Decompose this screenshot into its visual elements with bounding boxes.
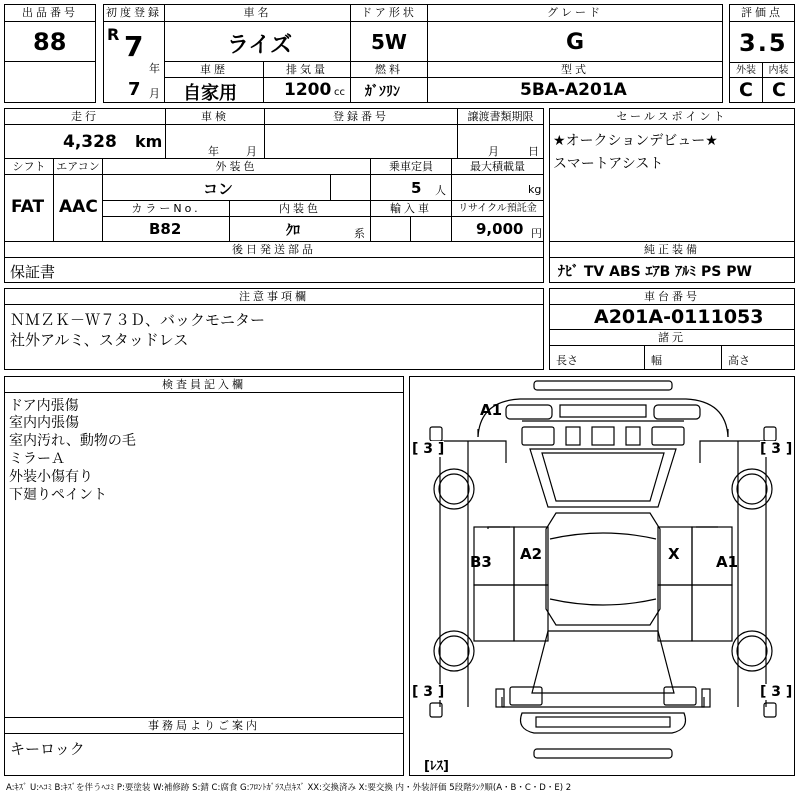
car-diagram-frame xyxy=(409,376,795,776)
damage-a2: A2 xyxy=(520,545,543,563)
displacement-unit: cc xyxy=(334,87,345,98)
max-load-header: 最大積載量 xyxy=(451,158,544,175)
capacity-cell xyxy=(370,174,452,201)
car-diagram xyxy=(410,377,794,775)
grade-header: グレード xyxy=(427,4,723,22)
history-cell xyxy=(164,77,264,103)
reg-year: 7 xyxy=(124,30,144,63)
score-header: 評価点 xyxy=(729,4,795,22)
office-cell xyxy=(4,733,404,776)
shift: FAT xyxy=(11,197,45,217)
tire-rear-left: [ 3 ] xyxy=(412,684,445,700)
lot-number-header: 出品番号 xyxy=(4,4,96,22)
exterior-cell xyxy=(729,77,763,103)
int-color-unit: 系 xyxy=(354,227,365,240)
ac: AAC xyxy=(59,197,98,217)
chassis-number: A201A-0111053 xyxy=(594,306,764,328)
capacity-header: 乗車定員 xyxy=(370,158,452,175)
mileage-header: 走行 xyxy=(4,108,166,125)
office-text: キーロック xyxy=(10,740,85,758)
reg-month-unit: 月 xyxy=(149,87,160,100)
import-cell-b xyxy=(410,216,452,242)
car-name-cell xyxy=(164,21,351,62)
shift-cell xyxy=(4,174,54,242)
legend: A:ｷｽﾞ U:ﾍｺﾐ B:ｷｽﾞを伴うﾍｺﾐ P:要塗装 W:補修跡 S:錆 C:腐食 G:ﾌﾛﾝﾄｶﾞﾗｽ点ｷｽﾞ XX:交換済み X:要交換 内・外装評価 5段階ﾗﾝｸ順(A・B・C・D・E) 2 xyxy=(6,783,572,793)
recycle-cell xyxy=(451,216,544,242)
fuel: ｶﾞｿﾘﾝ xyxy=(365,84,400,100)
door-type: 5W xyxy=(371,30,407,54)
fuel-cell xyxy=(350,77,428,103)
car-name-header: 車名 xyxy=(164,4,351,22)
damage-x: X xyxy=(668,545,680,563)
displacement-cell xyxy=(263,77,351,103)
spare-tire: [ﾚｽ] xyxy=(424,759,449,774)
ext-color-extra xyxy=(330,174,371,201)
grade-cell xyxy=(427,21,723,62)
exterior-score: C xyxy=(739,79,753,101)
spec-height-cell xyxy=(721,345,795,370)
first-reg-cell xyxy=(103,21,165,103)
lot-number-cell xyxy=(4,21,96,62)
damage-a1-front: A1 xyxy=(480,401,503,419)
capacity: 5 xyxy=(411,179,422,197)
int-color: ｸﾛ xyxy=(286,223,300,239)
spec-height-label: 高さ xyxy=(728,354,750,367)
tire-rear-right: [ 3 ] xyxy=(760,684,793,700)
history: 自家用 xyxy=(183,83,237,104)
transfer-day-unit: 日 xyxy=(528,145,539,158)
damage-b3: B3 xyxy=(470,553,492,571)
reg-era: R xyxy=(107,25,120,44)
capacity-unit: 人 xyxy=(435,184,446,197)
genuine-cell xyxy=(549,257,795,283)
later-parts-cell xyxy=(4,257,544,283)
ac-header: エアコン xyxy=(53,158,103,175)
chassis-header: 車台番号 xyxy=(549,288,795,305)
car-name: ライズ xyxy=(227,33,293,58)
recycle-unit: 円 xyxy=(531,227,542,240)
displacement-header: 排気量 xyxy=(263,61,351,78)
lot-number: 88 xyxy=(33,28,67,56)
max-load-unit: kg xyxy=(528,183,542,196)
inspector-line-2: 室内内張傷 xyxy=(9,415,79,431)
lot-number-blank xyxy=(4,61,96,103)
color-no-header: カラーNo. xyxy=(102,200,230,217)
inspection-cell xyxy=(165,124,265,159)
reg-number-cell xyxy=(264,124,458,159)
door-cell xyxy=(350,21,428,62)
tire-front-right: [ 3 ] xyxy=(760,441,793,457)
office-header: 事務局よりご案内 xyxy=(4,717,404,734)
max-load-cell xyxy=(451,174,544,201)
specs-header: 諸元 xyxy=(549,329,795,346)
sales-points-header: セールスポイント xyxy=(549,108,795,125)
sales-point-line-2: スマートアシスト xyxy=(553,156,664,172)
inspector-line-6: 下廻りペイント xyxy=(9,487,107,503)
grade: G xyxy=(566,30,585,55)
history-header: 車歴 xyxy=(164,61,264,78)
exterior-header: 外装 xyxy=(729,62,763,78)
model-code: 5BA-A201A xyxy=(520,80,627,100)
recycle-header: リサイクル預託金 xyxy=(451,200,544,217)
genuine-items: ﾅﾋﾞ TV ABS ｴｱB ｱﾙﾐ PS PW xyxy=(558,264,752,280)
notes-line-1: ＮＭＺＫ－Ｗ７３Ｄ、バックモニター xyxy=(10,311,266,329)
int-color-cell xyxy=(229,216,371,242)
import-cell-a xyxy=(370,216,411,242)
shift-header: シフト xyxy=(4,158,54,175)
reg-year-unit: 年 xyxy=(149,62,160,75)
first-reg-header: 初度登録 xyxy=(103,4,165,22)
sales-point-line-1: ★オークションデビュー★ xyxy=(553,133,718,149)
displacement: 1200 xyxy=(284,80,332,100)
fuel-header: 燃料 xyxy=(350,61,428,78)
inspection-year-unit: 年 xyxy=(208,145,219,158)
reg-number-header: 登録番号 xyxy=(264,108,458,125)
spec-width-cell xyxy=(644,345,722,370)
inspector-cell xyxy=(4,392,404,718)
spec-width-label: 幅 xyxy=(651,354,662,367)
inspector-line-5: 外装小傷有り xyxy=(9,469,93,485)
reg-month: 7 xyxy=(128,79,141,100)
chassis-cell xyxy=(549,304,795,330)
notes-cell xyxy=(4,304,544,370)
score: 3.5 xyxy=(739,29,788,57)
damage-a1-right: A1 xyxy=(716,553,739,571)
recycle-amount: 9,000 xyxy=(476,220,524,238)
notes-line-2: 社外アルミ、スタッドレス xyxy=(10,331,189,349)
ext-color-cell xyxy=(102,174,331,201)
ext-color-header: 外装色 xyxy=(102,158,371,175)
transfer-header: 譲渡書類期限 xyxy=(457,108,544,125)
interior-cell xyxy=(762,77,795,103)
later-parts: 保証書 xyxy=(10,263,56,281)
genuine-header: 純正装備 xyxy=(549,241,795,258)
mileage-cell xyxy=(4,124,166,159)
inspector-header: 検査員記入欄 xyxy=(4,376,404,393)
inspection-month-unit: 月 xyxy=(246,145,257,158)
notes-header: 注意事項欄 xyxy=(4,288,544,305)
model-cell xyxy=(427,77,723,103)
int-color-header: 内装色 xyxy=(229,200,371,217)
inspector-line-3: 室内汚れ、動物の毛 xyxy=(9,433,136,449)
model-header: 型式 xyxy=(427,61,723,78)
later-parts-header: 後日発送部品 xyxy=(4,241,544,258)
spec-length-label: 長さ xyxy=(556,354,578,367)
import-header: 輸入車 xyxy=(370,200,452,217)
color-no-cell xyxy=(102,216,230,242)
transfer-month-unit: 月 xyxy=(488,145,499,158)
mileage: 4,328 xyxy=(63,132,117,152)
inspection-header: 車検 xyxy=(165,108,265,125)
tire-front-left: [ 3 ] xyxy=(412,441,445,457)
score-cell xyxy=(729,21,795,63)
transfer-cell xyxy=(457,124,544,159)
ext-color: コン xyxy=(203,180,234,198)
interior-header: 内装 xyxy=(762,62,795,78)
ac-cell xyxy=(53,174,103,242)
inspector-line-4: ミラーＡ xyxy=(9,451,65,467)
inspector-line-1: ドア内張傷 xyxy=(9,398,79,414)
spec-length-cell xyxy=(549,345,645,370)
mileage-unit: km xyxy=(135,132,163,151)
door-header: ドア形状 xyxy=(350,4,428,22)
color-no: B82 xyxy=(149,220,182,238)
interior-score: C xyxy=(772,79,786,101)
sales-points-cell xyxy=(549,124,795,242)
